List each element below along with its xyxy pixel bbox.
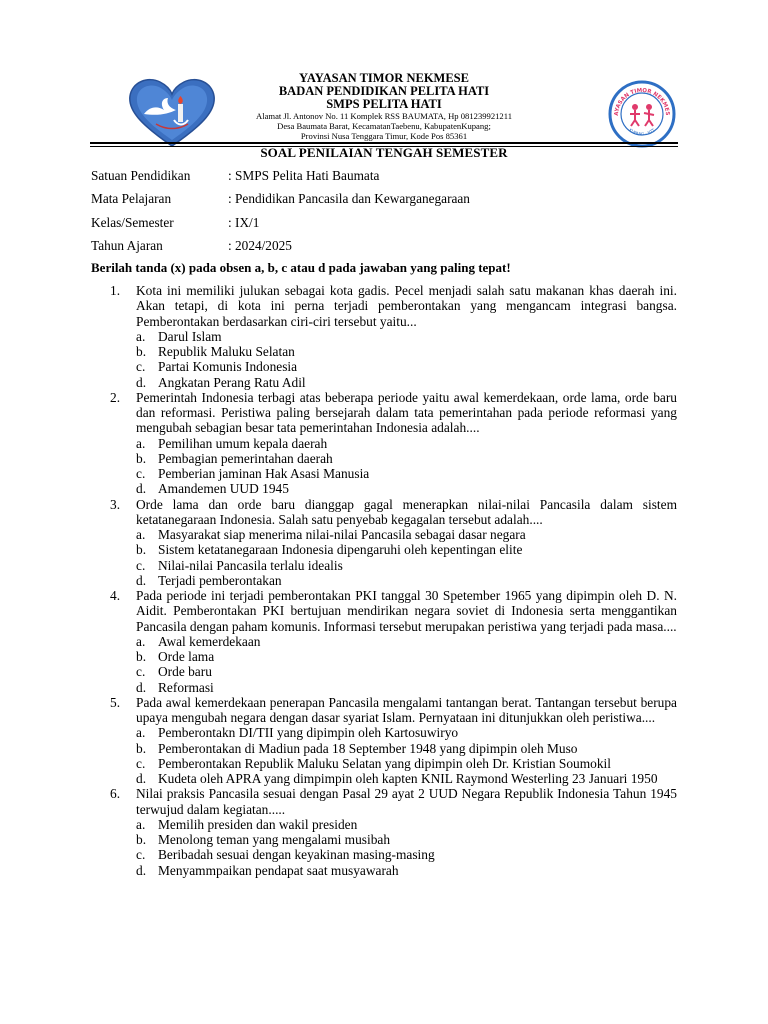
option-letter: d.	[136, 481, 147, 497]
heart-dove-logo-icon	[126, 76, 218, 148]
address-line-3: Provinsi Nusa Tenggara Timur, Kode Pos 85361	[300, 131, 468, 141]
question-text: Orde lama dan orde baru dianggap gagal menerapkan nilai-nilai Pancasila dalam sistem ketatanegaraan Indonesia. Salah satu penyebab kegagalan tersebut adalah....	[136, 496, 677, 527]
option-text: Orde lama	[158, 649, 215, 664]
option-letter: c.	[136, 755, 146, 771]
option-text: Nilai-nilai Pancasila terlalu idealis	[158, 557, 343, 573]
option-letter: a.	[136, 633, 146, 649]
option-letter: c.	[136, 359, 146, 375]
option-b	[136, 451, 677, 466]
instruction: Berilah tanda (x) pada obsen a, b, c atau d pada jawaban yang paling tepat!	[91, 260, 511, 275]
question-5	[110, 695, 677, 787]
option-letter: c.	[136, 466, 146, 481]
option-d	[136, 481, 677, 496]
option-b	[136, 832, 677, 847]
letterhead-rule-thick	[90, 142, 678, 144]
option-letter: a.	[136, 527, 146, 542]
option-letter: b.	[136, 740, 147, 756]
option-d	[136, 771, 677, 786]
question-number: 5.	[110, 694, 121, 710]
option-text: Terjadi pemberontakan	[158, 572, 282, 588]
foundation-seal-logo-icon	[608, 80, 676, 148]
option-text: Pemberian jaminan Hak Asasi Manusia	[158, 466, 370, 481]
info-value: : 2024/2025	[228, 237, 292, 253]
info-value: : IX/1	[228, 214, 260, 230]
question-number: 4.	[110, 588, 121, 603]
option-text: Pemberontakn DI/TII yang dipimpin oleh Kartosuwiryo	[158, 725, 459, 741]
question-text: Nilai praksis Pancasila sesuai dengan Pasal 29 ayat 2 UUD Negara Republik Indonesia Tahun 1945 terwujud dalam kegiatan.....	[136, 786, 677, 817]
option-letter: b.	[136, 542, 147, 558]
option-text: Pembagian pemerintahan daerah	[158, 450, 333, 466]
question-text: Pemerintah Indonesia terbagi atas beberapa periode yaitu awal kemerdekaan, orde lama, orde baru dan reformasi. Peristiwa paling bersejarah dalam tata pemerintahan pada periode reformasi yang mengubah sebagian besar tata pemerintahan Indonesia adalah....	[136, 389, 677, 436]
option-c	[136, 558, 677, 573]
option-d	[136, 680, 677, 695]
option-text: Pemberontakan Republik Maluku Selatan yang dipimpin oleh Dr. Kristian Soumokil	[158, 755, 611, 771]
info-row-class	[91, 215, 691, 238]
question-1	[110, 283, 677, 390]
option-letter: d.	[136, 374, 147, 390]
info-value: : SMPS Pelita Hati Baumata	[228, 168, 380, 183]
option-b	[136, 344, 677, 359]
option-letter: d.	[136, 572, 147, 588]
option-c	[136, 847, 677, 862]
info-label: Mata Pelajaran	[91, 191, 172, 207]
option-letter: d.	[136, 771, 147, 786]
question-6	[110, 786, 677, 878]
info-row-year	[91, 238, 691, 261]
option-text: Pemberontakan di Madiun pada 18 September 1948 yang dipimpin oleh Muso	[158, 740, 578, 756]
address-line-1: Alamat Jl. Antonov No. 11 Komplek RSS BAUMATA, Hp 081239921211	[255, 111, 512, 121]
option-a	[136, 725, 677, 740]
option-a	[136, 634, 677, 649]
option-a	[136, 329, 677, 344]
info-row-school	[91, 168, 691, 191]
option-letter: c.	[136, 847, 146, 863]
question-4	[110, 588, 677, 695]
info-label: Kelas/Semester	[91, 214, 174, 230]
info-row-subject	[91, 191, 691, 214]
option-text: Pemilihan umum kepala daerah	[158, 435, 328, 451]
option-text: Menolong teman yang mengalami musibah	[158, 832, 391, 847]
option-d	[136, 573, 677, 588]
option-text: Republik Maluku Selatan	[158, 344, 295, 359]
info-value: : Pendidikan Pancasila dan Kewarganegaraan	[228, 191, 470, 207]
option-b	[136, 741, 677, 756]
letterhead-text	[220, 72, 548, 141]
option-text: Menyammpaikan pendapat saat musyawarah	[158, 862, 399, 878]
option-d	[136, 375, 677, 390]
option-letter: b.	[136, 832, 147, 847]
question-3	[110, 497, 677, 589]
info-label: Tahun Ajaran	[91, 237, 163, 253]
svg-text:KUPANG - NTT: KUPANG - NTT	[628, 127, 656, 137]
option-b	[136, 542, 677, 557]
option-text: Masyarakat siap menerima nilai-nilai Pancasila sebagai dasar negara	[158, 527, 526, 542]
option-letter: d.	[136, 679, 147, 695]
option-text: Reformasi	[158, 679, 214, 695]
option-letter: b.	[136, 649, 147, 664]
option-c	[136, 359, 677, 374]
option-letter: c.	[136, 664, 146, 680]
option-a	[136, 527, 677, 542]
option-letter: d.	[136, 862, 147, 878]
question-number: 2.	[110, 389, 121, 405]
question-number: 1.	[110, 283, 121, 298]
option-text: Sistem ketatanegaraan Indonesia dipengaruhi oleh kepentingan elite	[158, 542, 523, 558]
option-text: Darul Islam	[158, 328, 222, 344]
letterhead	[90, 70, 678, 142]
svg-text:YAYASAN TIMOR NEKMESE: AYASAN TIMOR NEKMES	[613, 87, 671, 117]
option-d	[136, 863, 677, 878]
question-text: Kota ini memiliki julukan sebagai kota gadis. Pecel menjadi salah satu makanan khas daerah ini. Akan tetapi, di kota ini perna terjadi pemberontakan yang mengancam integrasi bangsa. Pemberontakan berdasarkan ciri-ciri tersebut yaitu...	[136, 283, 677, 329]
question-2	[110, 390, 677, 497]
school-name: SMPS PELITA HATI	[326, 97, 442, 111]
address-line-2: Desa Baumata Barat, KecamatanTaebenu, KabupatenKupang;	[277, 121, 491, 131]
education-board-name: BADAN PENDIDIKAN PELITA HATI	[278, 84, 490, 98]
question-text: Pada periode ini terjadi pemberontakan PKI tanggal 30 Spetember 1965 yang dipimpin oleh D. N. Aidit. Pemberontakan PKI bertujuan mendirikan negara soviet di Indonesia serta menggantikan Pancasila dengan paham komunis. Informasi tersebut merupakan peristiwa yang terjadi pada masa....	[136, 588, 677, 634]
option-text: Partai Komunis Indonesia	[158, 359, 298, 375]
option-text: Memilih presiden dan wakil presiden	[158, 816, 358, 832]
question-number: 6.	[110, 786, 121, 802]
option-text: Kudeta oleh APRA yang dimpimpin oleh kapten KNIL Raymond Westerling 23 Januari 1950	[158, 771, 658, 786]
option-a	[136, 817, 677, 832]
option-c	[136, 466, 677, 481]
option-text: Awal kemerdekaan	[158, 633, 261, 649]
exam-title: SOAL PENILAIAN TENGAH SEMESTER	[260, 145, 508, 160]
option-letter: b.	[136, 344, 147, 359]
option-letter: c.	[136, 557, 146, 573]
option-letter: a.	[136, 328, 146, 344]
foundation-name: YAYASAN TIMOR NEKMESE	[299, 71, 469, 85]
option-letter: a.	[136, 725, 146, 741]
question-list	[110, 283, 677, 878]
option-letter: a.	[136, 435, 146, 451]
option-b	[136, 649, 677, 664]
question-number: 3.	[110, 496, 121, 512]
question-text: Pada awal kemerdekaan penerapan Pancasila mengalami tantangan berat. Tantangan tersebut berupa upaya mengubah negara dengan dasar syariat Islam. Pernyataan ini ditunjukkan oleh peristiwa....	[136, 694, 677, 725]
option-text: Orde baru	[158, 664, 212, 680]
option-letter: b.	[136, 450, 147, 466]
option-text: Beribadah sesuai dengan keyakinan masing-masing	[158, 847, 435, 863]
option-text: Amandemen UUD 1945	[158, 481, 289, 497]
info-label: Satuan Pendidikan	[91, 168, 191, 183]
option-a	[136, 436, 677, 451]
option-c	[136, 756, 677, 771]
exam-info	[91, 168, 691, 261]
option-letter: a.	[136, 816, 146, 832]
option-c	[136, 664, 677, 679]
option-text: Angkatan Perang Ratu Adil	[158, 374, 306, 390]
